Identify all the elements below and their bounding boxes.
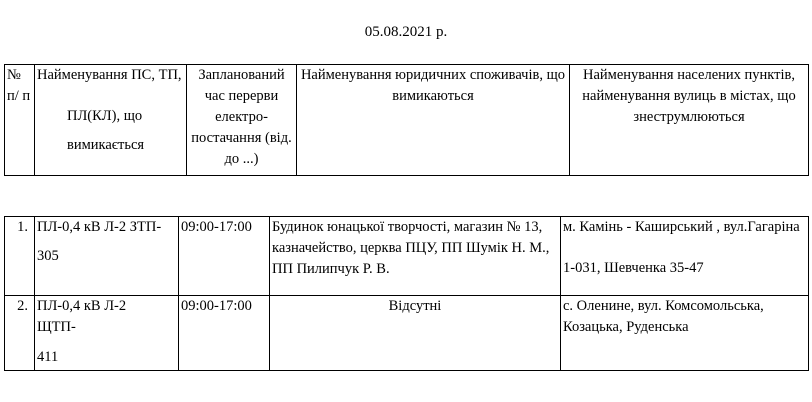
row-outage-time: 09:00-17:00 — [179, 296, 270, 371]
row-locations-part1: м. Камінь - Каширський , вул.Гагаріна — [563, 219, 800, 235]
document-date: 05.08.2021 р. — [364, 24, 448, 40]
header-consumers: Найменування юридичних споживачів, що вимикаються — [297, 65, 570, 176]
header-substation-line1: Найменування ПС, ТП, — [37, 67, 182, 83]
row-locations — [561, 217, 809, 296]
row-line-name-part2: 305 — [37, 248, 59, 264]
header-substation-name — [35, 65, 187, 176]
row-consumers: Будинок юнацької творчості, магазин № 13, казначейство, церква ПЦУ, ПП Шумік Н. М., ПП Пилипчук Р. В. — [270, 217, 561, 296]
row-outage-time: 09:00-17:00 — [179, 217, 270, 296]
row-number: 2. — [5, 296, 35, 371]
row-line-name-part2: ЩТП- — [37, 319, 76, 335]
table-row — [5, 296, 809, 371]
row-consumers: Відсутні — [270, 296, 561, 371]
header-number-line1: № — [7, 67, 21, 83]
header-row — [5, 65, 809, 176]
row-line-name — [35, 296, 179, 371]
table-row — [5, 217, 809, 296]
row-line-name — [35, 217, 179, 296]
row-line-name-part3: 411 — [37, 349, 59, 365]
header-number-line2: п/ п — [7, 88, 31, 104]
header-outage-time: Запланований час перерви електро-постачання (від. до ...) — [187, 65, 297, 176]
header-locations: Найменування населених пунктів, найменування вулиць в містах, що знеструмлюються — [570, 65, 809, 176]
outage-table — [4, 216, 809, 371]
row-number: 1. — [5, 217, 35, 296]
header-substation-line3: вимикається — [67, 137, 145, 153]
header-number — [5, 65, 35, 176]
row-line-name-part1: ПЛ-0,4 кВ Л-2 — [37, 298, 127, 314]
header-substation-line2: ПЛ(КЛ), що — [67, 108, 143, 124]
row-line-name-part1: ПЛ-0,4 кВ Л-2 ЗТП- — [37, 219, 162, 235]
header-table — [4, 64, 809, 176]
row-locations-part2: 1-031, Шевченка 35-47 — [563, 260, 704, 276]
row-locations: с. Оленине, вул. Комсомольська, Козацька, Руденська — [561, 296, 809, 371]
